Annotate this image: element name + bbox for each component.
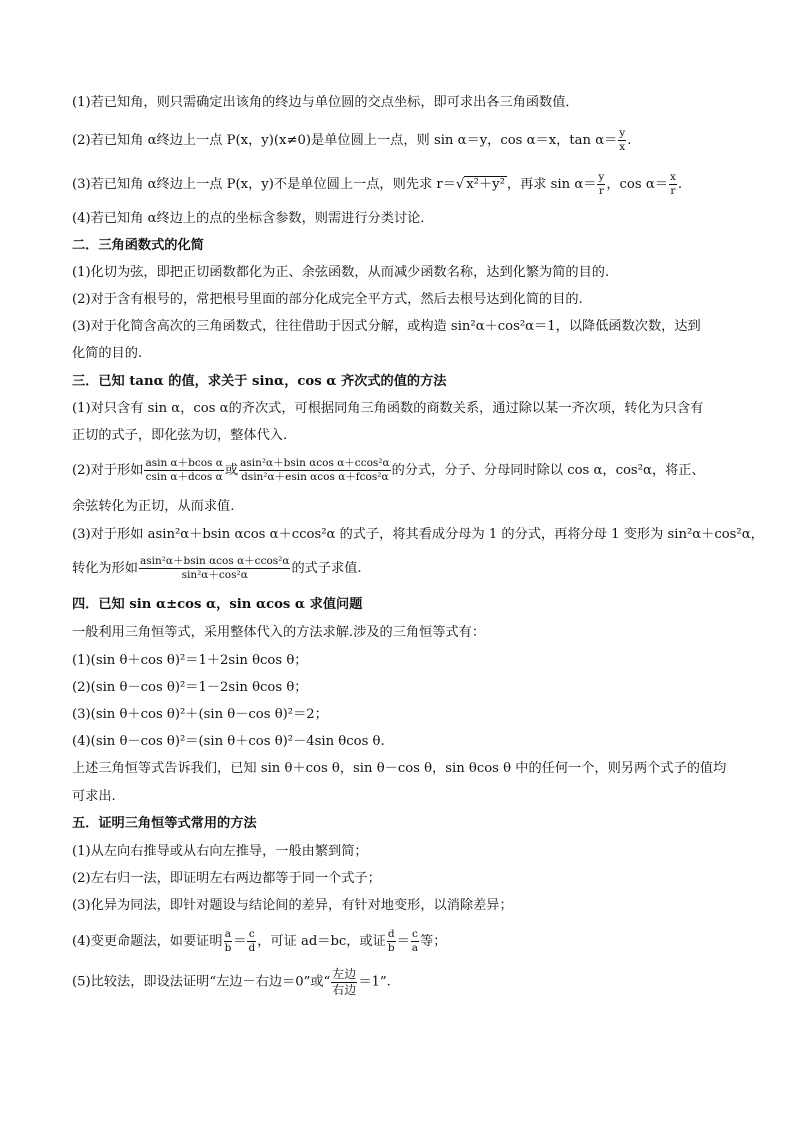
text-line-with-fraction: (5)比较法，即设法证明“左边－右边＝0”或“ $\frac{\text{左边}}{\text{右边}}$ ＝1”. — [72, 967, 391, 997]
section-heading: 五．证明三角恒等式常用的方法 — [72, 816, 257, 831]
section-heading: 三．已知 tanα 的值，求关于 sinα，cos α 齐次式的值的方法 — [72, 374, 447, 389]
text-line-with-fraction: (2)若已知角 α终边上一点 P(x，y)(x≠0)是单位圆上一点，则 sin α＝y，cos α＝x，tan α＝ $\frac{y}{x}$ . — [72, 127, 632, 154]
text-line-with-fraction: (3)若已知角 α终边上一点 P(x，y)不是单位圆上一点，则先求 r＝√ x²＋y² ，再求 sin α＝ $\frac{y}{r}$ ，cos α＝ $\frac{x}{r}$ . — [72, 171, 683, 198]
fraction: $\frac{\text{左边}}{\text{右边}}$ — [332, 967, 357, 997]
text-line: (1)化切为弦，即把正切函数都化为正、余弦函数，从而减少函数名称，达到化繁为简的目的. — [72, 265, 610, 280]
text-line: (1)若已知角，则只需确定出该角的终边与单位圆的交点坐标，即可求出各三角函数值． — [72, 95, 579, 110]
fraction: $\frac{c}{a}$ — [411, 928, 419, 955]
text-line: (1)从左向右推导或从右向左推导，一般由繁到简； — [72, 844, 368, 859]
text-line: 化简的目的. — [72, 346, 143, 361]
text-line-with-fraction: 转化为形如 $\frac{\text{asin²α＋bsin αcos α＋ccos²α}}{\text{sin²α＋cos²α}}$ 的式子求值. — [72, 555, 362, 582]
text-line: (1)对只含有 sin α，cos α的齐次式，可根据同角三角函数的商数关系，通过除以某一齐次项，转化为只含有 — [72, 401, 704, 416]
identity-line: (4)(sin θ－cos θ)²＝(sin θ＋cos θ)²－4sin θcos θ. — [72, 734, 385, 749]
fraction: $\frac{y}{r}$ — [598, 171, 605, 198]
fraction: $\frac{y}{x}$ — [619, 127, 626, 154]
identity-line: (1)(sin θ＋cos θ)²＝1＋2sin θcos θ； — [72, 653, 308, 668]
text-line: (3)化异为同法，即针对题设与结论间的差异，有针对地变形，以消除差异； — [72, 898, 513, 913]
fraction: $\frac{\text{asin²α＋bsin αcos α＋ccos²α}}{\text{sin²α＋cos²α}}$ — [139, 555, 290, 582]
fraction: $\frac{d}{b}$ — [387, 928, 395, 955]
section-heading: 四．已知 sin α±cos α，sin αcos α 求值问题 — [72, 597, 363, 612]
section-heading: 二．三角函数式的化简 — [72, 238, 204, 253]
text-line: 上述三角恒等式告诉我们，已知 sin θ＋cos θ，sin θ－cos θ，sin θcos θ 中的任何一个，则另两个式子的值均 — [72, 761, 727, 776]
fraction: $\frac{c}{d}$ — [248, 928, 256, 955]
square-root: √ x²＋y² — [455, 177, 505, 193]
text-line: 一般利用三角恒等式，采用整体代入的方法求解.涉及的三角恒等式有： — [72, 625, 486, 640]
text-line: (3)对于化简含高次的三角函数式，往往借助于因式分解，或构造 sin²α＋cos²α＝1，以降低函数次数，达到 — [72, 319, 701, 334]
text-line: (3)对于形如 asin²α＋bsin αcos α＋ccos²α 的式子，将其看成分母为 1 的分式，再将分母 1 变形为 sin²α＋cos²α， — [72, 527, 764, 542]
text-line: (4)若已知角 α终边上的点的坐标含参数，则需进行分类讨论． — [72, 211, 434, 226]
text-line: 正切的式子，即化弦为切，整体代入. — [72, 428, 288, 443]
fraction: $\frac{x}{r}$ — [669, 171, 676, 198]
identity-line: (3)(sin θ＋cos θ)²＋(sin θ－cos θ)²＝2； — [72, 707, 328, 722]
text-line: 可求出. — [72, 789, 116, 804]
text-line-with-fraction: (4)变更命题法，如要证明 $\frac{a}{b}$ ＝ $\frac{c}{d}$ ，可证 ad＝bc，或证 $\frac{d}{b}$ ＝ $\frac{c}{a}$ 等； — [72, 928, 447, 955]
fraction: $\frac{\text{asin α＋bcos α}}{\text{csin α＋dcos α}}$ — [145, 457, 223, 484]
text-line-with-fraction: (2)对于形如 $\frac{\text{asin α＋bcos α}}{\text{csin α＋dcos α}}$ 或 $\frac{\text{asin²α＋bsin αcos α＋ccos²α}}{\text{dsin²α＋esin αcos α＋fcos²α}}$ 的分式，分子、分母同时除以 cos α，cos²α，将正、 — [72, 457, 705, 484]
text-line: 余弦转化为正切，从而求值. — [72, 499, 235, 514]
text-line: (2)左右归一法，即证明左右两边都等于同一个式子； — [72, 871, 381, 886]
identity-line: (2)(sin θ－cos θ)²＝1－2sin θcos θ； — [72, 680, 308, 695]
fraction: $\frac{a}{b}$ — [224, 928, 232, 955]
fraction: $\frac{\text{asin²α＋bsin αcos α＋ccos²α}}{\text{dsin²α＋esin αcos α＋fcos²α}}$ — [240, 457, 390, 484]
text-line: (2)对于含有根号的，常把根号里面的部分化成完全平方式，然后去根号达到化简的目的. — [72, 292, 583, 307]
